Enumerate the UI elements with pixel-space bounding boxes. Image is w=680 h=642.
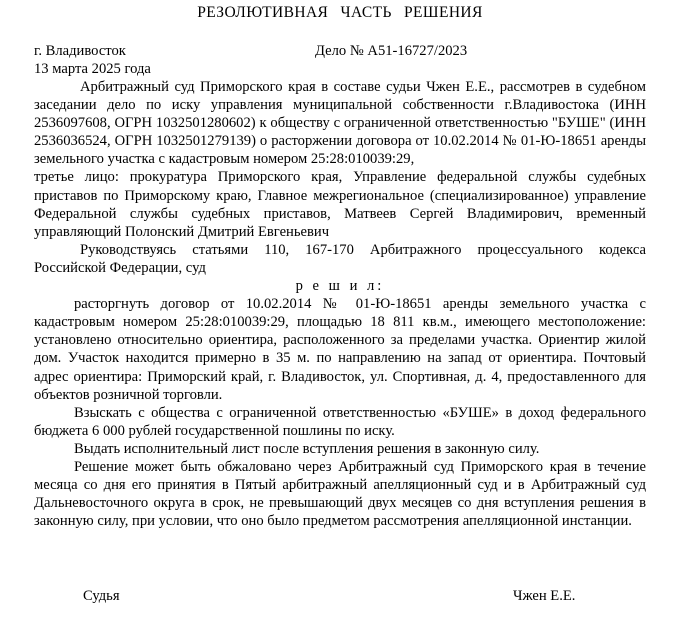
resolved-heading: р е ш и л: <box>295 278 385 295</box>
intro-paragraph: Арбитражный суд Приморского края в составе судьи Чжен Е.Е., рассмотрев в судебном заседании дело по иску управления муниципальной собственности г.Владивостока (ИНН 2536097608, ОГРН 1032501280602) к обществу с ограниченной ответственностью "БУШЕ" (ИНН 2536036524, ОГРН 1032501279139) о расторжении договора от 10.02.2014 № 01-Ю-18651 аренды земельного участка с кадастровым номером 25:28:010039:29, <box>34 79 646 168</box>
third-parties-paragraph: третье лицо: прокуратура Приморского края, Управление федеральной службы судебных приставов по Приморскому краю, Главное межрегиональное (специализированное) управление Федеральной службы судебных приставов, Матвеев Сергей Владимирович, временный управляющий Полонский Дмитрий Евгеньевич <box>34 169 646 240</box>
header-meta-row <box>34 42 646 60</box>
signature-row <box>34 587 646 605</box>
judge-name: Чжен Е.Е. <box>513 588 576 604</box>
decision-date: 13 марта 2025 года <box>34 61 151 77</box>
appeal-paragraph: Решение может быть обжаловано через Арбитражный суд Приморского края в течение месяца со дня его принятия в Пятый арбитражный апелляционный суд и в Арбитражный суд Дальневосточного округа в срок, не превышающий двух месяцев со дня вступления решения в законную силу, при условии, что оно было предметом рассмотрения апелляционной инстанции. <box>34 458 646 530</box>
document-title: РЕЗОЛЮТИВНАЯ ЧАСТЬ РЕШЕНИЯ <box>197 4 483 21</box>
judge-label: Судья <box>83 588 120 604</box>
terminate-paragraph: расторгнуть договор от 10.02.2014 № 01-Ю-18651 аренды земельного участка с кадастровым номером 25:28:010039:29, площадью 18 811 кв.м., имеющего местоположение: установлено относительно ориентира, расположенного за пределами участка. Ориентир жилой дом. Участок находится примерно в 35 м. по направлению на запад от ориентира. Почтовый адрес ориентира: Приморский край, г. Владивосток, ул. Спортивная, д. 4, предоставленного для объектов розничной торговли. <box>34 296 646 403</box>
guided-paragraph: Руководствуясь статьями 110, 167-170 Арбитражного процессуального кодекса Российской Федерации, суд <box>34 241 646 276</box>
city-label: г. Владивосток <box>34 43 126 59</box>
issue-paragraph: Выдать исполнительный лист после вступления решения в законную силу. <box>74 440 540 457</box>
decision-body <box>34 78 646 530</box>
case-number: Дело № А51-16727/2023 <box>315 43 468 59</box>
collect-paragraph: Взыскать с общества с ограниченной ответственностью «БУШЕ» в доход федерального бюджета 6 000 рублей государственной пошлины по иску. <box>34 404 646 439</box>
